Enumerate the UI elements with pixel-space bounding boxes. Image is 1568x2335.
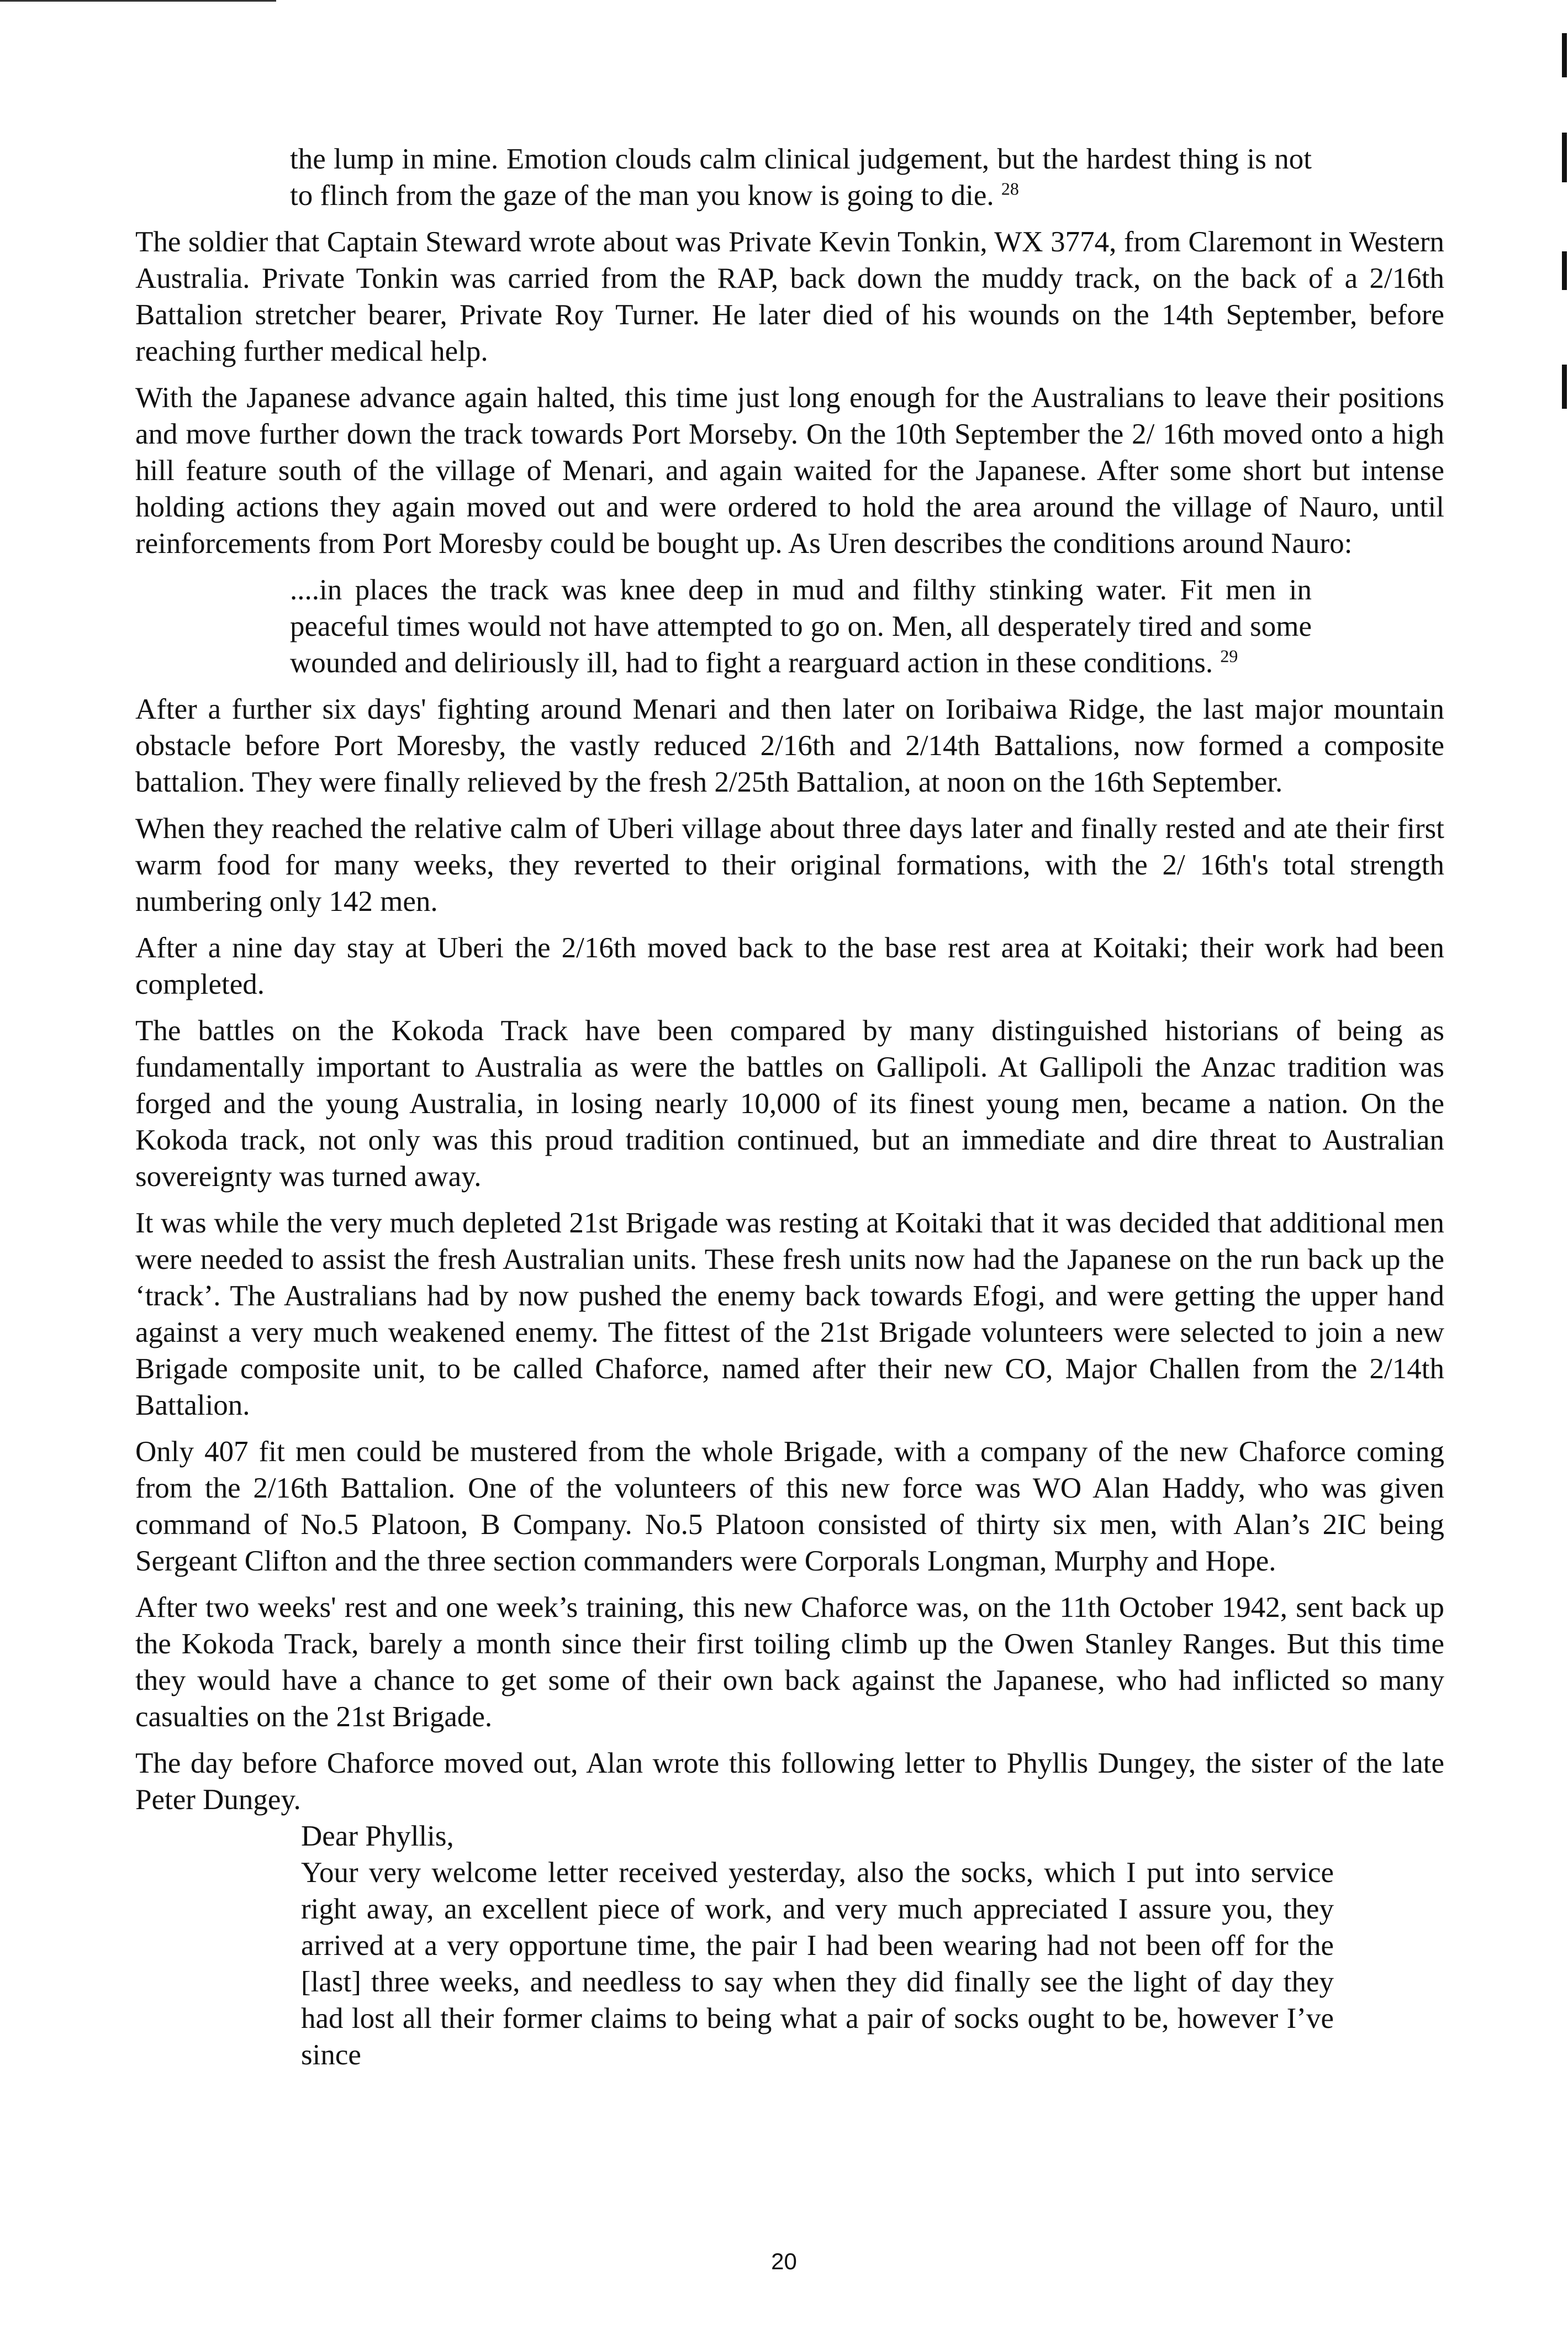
- paragraph: The soldier that Captain Steward wrote about was Private Kevin Tonkin, WX 3774, from Claremont in Western Australia. Private Tonkin was carried from the RAP, back down the muddy track, on the back of a 2/16th Battalion stretcher bearer, Private Roy Turner. He later died of his wounds on the 14th September, before reaching further medical help.: [135, 226, 1444, 367]
- block-quote: [290, 141, 1312, 214]
- paragraph-text: the lump in mine. Emotion clouds calm clinical judgement, but the hardest thing is not to flinch from the gaze of the man you know is going to die.: [290, 143, 1312, 212]
- letter-salutation: Dear Phyllis,: [301, 1820, 454, 1852]
- paragraph-text: ....in places the track was knee deep in mud and filthy stinking water. Fit men in peaceful times would not have attempted to go on. Men, all desperately tired and some wounded and deliriously ill, had to fight a rearguard action in these conditions.: [290, 574, 1312, 679]
- paragraph: It was while the very much depleted 21st Brigade was resting at Koitaki that it was decided that additional men were needed to assist the fresh Australian units. These fresh units now had the Japanese on the run back up the ‘track’. The Australians had by now pushed the enemy back towards Efogi, and were getting the upper hand against a very much weakened enemy. The fittest of the 21st Brigade volunteers were selected to join a new Brigade composite unit, to be called Chaforce, named after their new CO, Major Challen from the 2/14th Battalion.: [135, 1207, 1444, 1421]
- paragraph: With the Japanese advance again halted, this time just long enough for the Australians to leave their positions and move further down the track towards Port Morseby. On the 10th September the 2/ 16th moved onto a high hill feature south of the village of Menari, and again waited for the Japanese. After some short but intense holding actions they again moved out and were ordered to hold the area around the village of Nauro, until reinforcements from Port Moresby could be bought up. As Uren describes the conditions around Nauro:: [135, 382, 1444, 560]
- paragraph: After two weeks' rest and one week’s training, this new Chaforce was, on the 11th October 1942, sent back up the Kokoda Track, barely a month since their first toiling climb up the Owen Stanley Ranges. But this time they would have a chance to get some of their own back against the Japanese, who had inflicted so many casualties on the 21st Brigade.: [135, 1591, 1444, 1733]
- footnote-ref: 28: [1001, 178, 1019, 199]
- block-quote: [290, 572, 1312, 681]
- scan-edge-mark: [1562, 251, 1567, 290]
- scan-edge-mark: [1562, 365, 1567, 409]
- footnote-ref: 29: [1220, 646, 1238, 666]
- paragraph: The battles on the Kokoda Track have been compared by many distinguished historians of being as fundamentally important to Australia as were the battles on Gallipoli. At Gallipoli the Anzac tradition was forged and the young Australia, in losing nearly 10,000 of its finest young men, became a nation. On the Kokoda track, not only was this proud tradition continued, but an immediate and dire threat to Australian sovereignty was turned away.: [135, 1015, 1444, 1193]
- paragraph: When they reached the relative calm of Uberi village about three days later and finally rested and ate their first warm food for many weeks, they reverted to their original formations, with the 2/ 16th's total strength numbering only 142 men.: [135, 813, 1444, 918]
- letter-body: Your very welcome letter received yesterday, also the socks, which I put into service right away, an excellent piece of work, and very much appreciated I assure you, they arrived at a very opportune time, the pair I had been wearing had not been off for the [last] three weeks, and needless to say when they did finally see the light of day they had lost all their former claims to being what a pair of socks ought to be, however I’ve since: [301, 1857, 1334, 2071]
- paragraph: Only 407 fit men could be mustered from the whole Brigade, with a company of the new Chaforce coming from the 2/16th Battalion. One of the volunteers of this new force was WO Alan Haddy, who was given command of No.5 Platoon, B Company. No.5 Platoon consisted of thirty six men, with Alan’s 2IC being Sergeant Clifton and the three section commanders were Corporals Longman, Murphy and Hope.: [135, 1436, 1444, 1577]
- paragraph: After a further six days' fighting around Menari and then later on Ioribaiwa Ridge, the last major mountain obstacle before Port Moresby, the vastly reduced 2/16th and 2/14th Battalions, now formed a composite battalion. They were finally relieved by the fresh 2/25th Battalion, at noon on the 16th September.: [135, 693, 1444, 798]
- scan-edge-mark: [1562, 133, 1567, 182]
- paragraph: After a nine day stay at Uberi the 2/16th moved back to the base rest area at Koitaki; their work had been completed.: [135, 932, 1444, 1000]
- paragraph: The day before Chaforce moved out, Alan wrote this following letter to Phyllis Dungey, the sister of the late Peter Dungey.: [135, 1747, 1444, 1816]
- scan-edge-mark: [1562, 33, 1567, 77]
- document-page: [135, 141, 1444, 2073]
- scan-top-rule: [0, 0, 276, 2]
- page-number: 20: [771, 2248, 797, 2274]
